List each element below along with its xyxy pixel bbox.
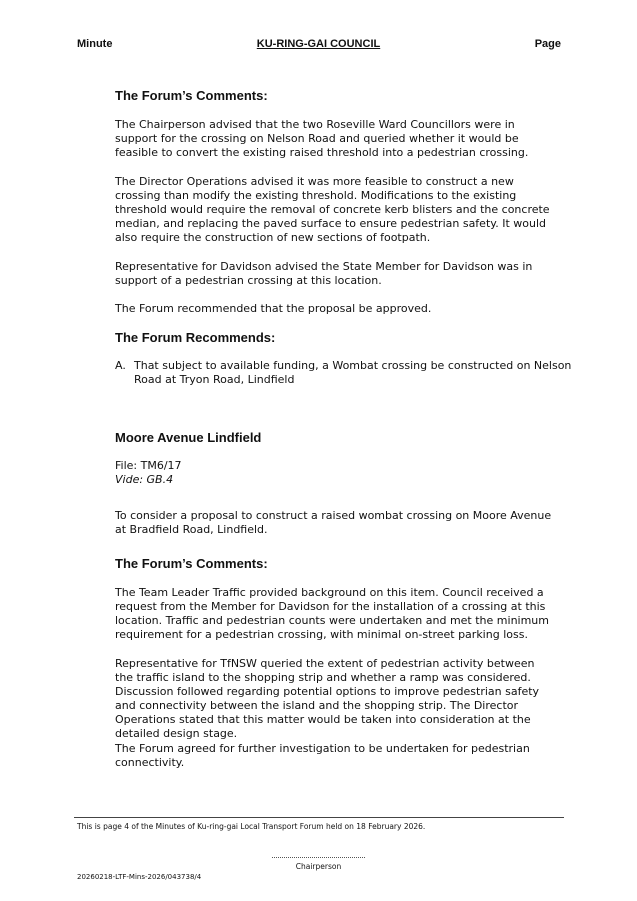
footer-page-note: This is page 4 of the Minutes of Ku-ring-gai Local Transport Forum held on 18 February 2026.: [77, 822, 426, 831]
recommendation-item: [115, 359, 574, 387]
comment-paragraph: The Team Leader Traffic provided background on this item. Council received a request from the Member for Davidson for the installation of a crossing at this location. Traffic and pedestrian counts were undertaken and met the minimum requirement for a pedestrian crossing, with minimal on-street parking loss.: [115, 586, 549, 641]
document-reference: 20260218-LTF-Mins-2026/043738/4: [77, 873, 202, 881]
footer-divider: [74, 817, 564, 818]
recommendation-marker: A.: [115, 359, 126, 372]
comment-paragraph: The Chairperson advised that the two Roseville Ward Councillors were in support for the crossing on Nelson Road and queried whether it would be feasible to convert the existing raised threshold into a pedestrian crossing.: [115, 118, 529, 159]
recommendation-text: That subject to available funding, a Wombat crossing be constructed on Nelson Road at Tryon Road, Lindfield: [134, 359, 572, 386]
forum-comments-heading: The Forum’s Comments:: [115, 556, 268, 571]
header-page-label: Page: [534, 38, 561, 50]
vide-reference: Vide: GB.4: [115, 473, 174, 486]
item-title: Moore Avenue Lindfield: [115, 430, 262, 445]
comment-paragraph: The Forum agreed for further investigation to be undertaken for pedestrian connectivity.: [115, 742, 530, 769]
forum-comments-heading: The Forum’s Comments:: [115, 88, 268, 103]
forum-recommends-heading: The Forum Recommends:: [115, 330, 276, 345]
comment-paragraph: The Forum recommended that the proposal be approved.: [115, 302, 432, 315]
signature-line: [272, 857, 365, 858]
item-purpose: To consider a proposal to construct a raised wombat crossing on Moore Avenue at Bradfield Road, Lindfield.: [115, 509, 552, 536]
signature-label: Chairperson: [295, 862, 342, 871]
file-reference: File: TM6/17: [115, 459, 182, 472]
header-minute-label: Minute: [77, 38, 113, 50]
comment-paragraph: The Director Operations advised it was more feasible to construct a new crossing than modify the existing threshold. Modifications to the existing threshold would require the removal of concrete kerb blisters and the concrete median, and replacing the paved surface to ensure pedestrian safety. It would also require the construction of new sections of footpath.: [115, 175, 550, 244]
header-council-name: KU-RING-GAI COUNCIL: [256, 38, 381, 50]
comment-paragraph: Representative for Davidson advised the State Member for Davidson was in support of a pedestrian crossing at this location.: [115, 260, 533, 287]
comment-paragraph: Representative for TfNSW queried the extent of pedestrian activity between the traffic island to the shopping strip and whether a ramp was considered. Discussion followed regarding potential options to improve pedestrian safety and connectivity between the island and the shopping strip. The Director Operations stated that this matter would be taken into consideration at the detailed design stage.: [115, 657, 540, 740]
